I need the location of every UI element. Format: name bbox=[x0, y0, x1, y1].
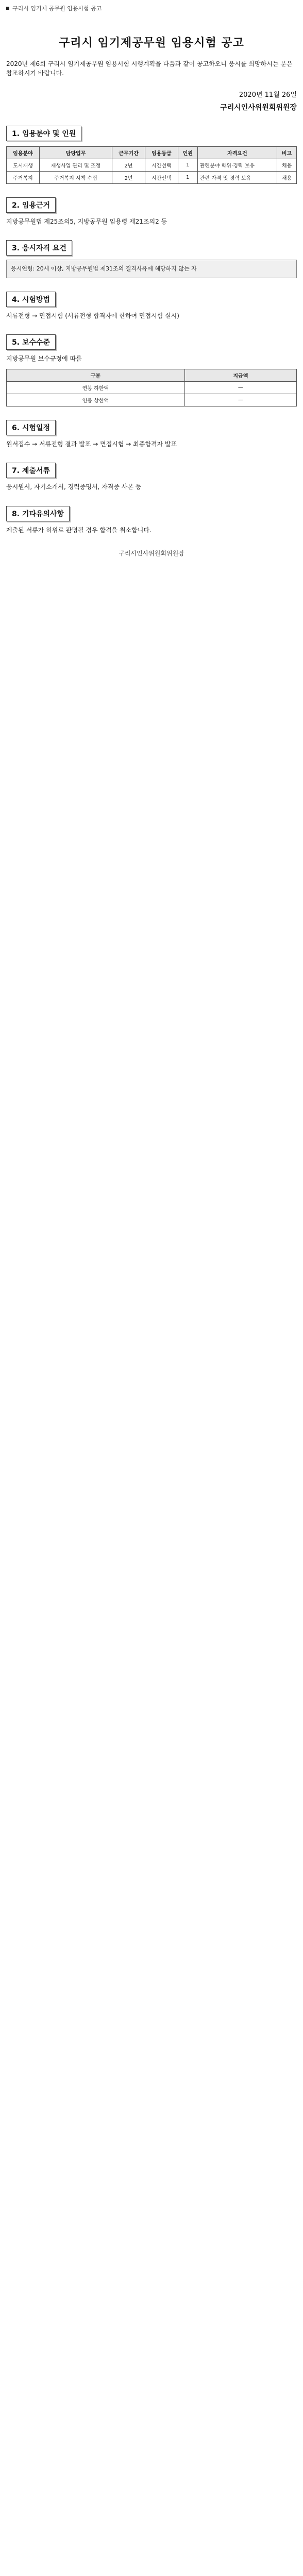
section-6-title: 6. 시험일정 bbox=[6, 420, 56, 435]
t1-r1-c4: 1 bbox=[178, 172, 197, 184]
top-label-row bbox=[6, 4, 297, 12]
section-3 bbox=[6, 240, 297, 278]
section-8 bbox=[6, 506, 297, 535]
section-1 bbox=[6, 126, 297, 184]
section-2-text: 지방공무원법 제25조의5, 지방공무원 임용령 제21조의2 등 bbox=[6, 218, 167, 225]
section-5-title: 5. 보수수준 bbox=[6, 334, 56, 350]
t1-r0-c1: 재생사업 관리 및 조정 bbox=[39, 159, 112, 172]
section-2-title: 2. 임용근거 bbox=[6, 197, 56, 213]
t1-r1-c2: 2년 bbox=[112, 172, 145, 184]
table-row bbox=[7, 394, 297, 406]
t1-h3: 임용등급 bbox=[145, 147, 178, 159]
t1-r1-c5: 관련 자격 및 경력 보유 bbox=[197, 172, 277, 184]
section-5-text: 지방공무원 보수규정에 따름 bbox=[6, 354, 82, 362]
t2-r0-c1: — bbox=[184, 382, 296, 394]
section-5 bbox=[6, 334, 297, 406]
top-label: 구리시 임기제 공무원 임용시험 공고 bbox=[12, 5, 102, 12]
table-2 bbox=[6, 369, 297, 406]
t1-r1-c1: 주거복지 시책 수립 bbox=[39, 172, 112, 184]
t1-r0-c5: 관련분야 학위·경력 보유 bbox=[197, 159, 277, 172]
t1-r0-c3: 시간선택 bbox=[145, 159, 178, 172]
section-4 bbox=[6, 292, 297, 321]
section-7-title: 7. 제출서류 bbox=[6, 463, 56, 478]
bullet-icon bbox=[6, 7, 9, 10]
t1-r0-c4: 1 bbox=[178, 159, 197, 172]
section-6 bbox=[6, 420, 297, 449]
intro-text: 2020년 제6회 구리시 임기제공무원 임용시험 시행계획을 다음과 같이 공고하오니 응시를 희망하시는 분은 참조하시기 바랍니다. bbox=[6, 60, 293, 77]
t1-r1-c6: 채용 bbox=[277, 172, 297, 184]
table-row bbox=[7, 382, 297, 394]
section-1-title: 1. 임용분야 및 인원 bbox=[6, 126, 81, 141]
section-4-text: 서류전형 → 면접시험 (서류전형 합격자에 한하여 면접시험 실시) bbox=[6, 312, 179, 319]
section-8-title: 8. 기타유의사항 bbox=[6, 506, 70, 521]
t2-h1: 지급액 bbox=[184, 369, 296, 382]
t1-r0-c2: 2년 bbox=[112, 159, 145, 172]
signer: 구리시인사위원회위원장 bbox=[220, 104, 297, 112]
section-3-title: 3. 응시자격 요건 bbox=[6, 240, 72, 256]
section-3-box: 응시연령: 20세 이상, 지방공무원법 제31조의 결격사유에 해당하지 않는 자 bbox=[6, 260, 297, 278]
table-row bbox=[7, 159, 297, 172]
t1-r0-c6: 채용 bbox=[277, 159, 297, 172]
t1-h2: 근무기간 bbox=[112, 147, 145, 159]
t1-r1-c0: 주거복지 bbox=[7, 172, 40, 184]
t2-r1-c1: — bbox=[184, 394, 296, 406]
section-2 bbox=[6, 197, 297, 227]
t2-r0-c0: 연봉 하한액 bbox=[7, 382, 185, 394]
t2-r1-c0: 연봉 상한액 bbox=[7, 394, 185, 406]
t1-h1: 담당업무 bbox=[39, 147, 112, 159]
t1-h6: 비고 bbox=[277, 147, 297, 159]
section-8-text: 제출된 서류가 허위로 판명될 경우 합격을 취소합니다. bbox=[6, 526, 152, 534]
table-row bbox=[7, 172, 297, 184]
table-1 bbox=[6, 146, 297, 184]
t2-h0: 구분 bbox=[7, 369, 185, 382]
footer: 구리시인사위원회위원장 bbox=[119, 549, 184, 557]
t1-h0: 임용분야 bbox=[7, 147, 40, 159]
t1-h4: 인원 bbox=[178, 147, 197, 159]
t1-r0-c0: 도시재생 bbox=[7, 159, 40, 172]
t1-r1-c3: 시간선택 bbox=[145, 172, 178, 184]
section-4-title: 4. 시험방법 bbox=[6, 292, 56, 307]
doc-title: 구리시 임기제공무원 임용시험 공고 bbox=[59, 37, 244, 49]
t1-h5: 자격요건 bbox=[197, 147, 277, 159]
section-7-text: 응시원서, 자기소개서, 경력증명서, 자격증 사본 등 bbox=[6, 483, 142, 491]
section-7 bbox=[6, 463, 297, 492]
section-6-text: 원서접수 → 서류전형 결과 발표 → 면접시험 → 최종합격자 발표 bbox=[6, 440, 177, 448]
date: 2020년 11월 26일 bbox=[239, 91, 297, 99]
